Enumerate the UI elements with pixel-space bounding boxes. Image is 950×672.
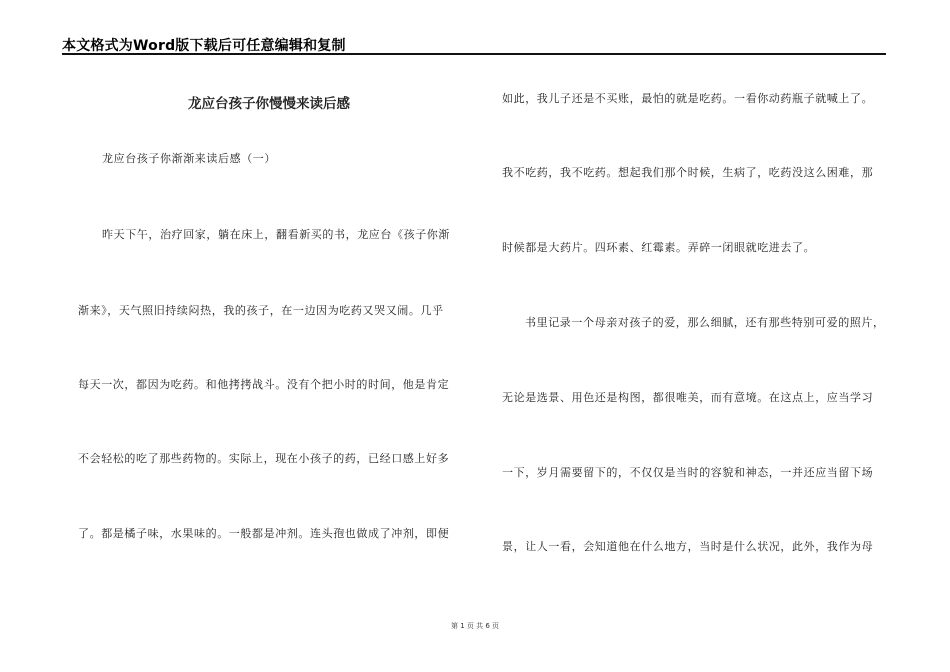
text-line: 了。都是橘子味，水果味的。一般都是冲剂。连头孢也做成了冲剂，即便 [78, 527, 450, 540]
header-rule [62, 53, 886, 55]
text-line: 每天一次，都因为吃药。和他拷拷战斗。没有个把小时的时间，他是肯定 [78, 378, 450, 391]
text-line: 如此，我儿子还是不买账，最怕的就是吃药。一看你动药瓶子就喊上了。 [502, 92, 874, 105]
text-line: 我不吃药，我不吃药。想起我们那个时候，生病了，吃药没这么困难，那 [502, 166, 874, 179]
text-line: 景，让人一看，会知道他在什么地方，当时是什么状况，此外，我作为母 [502, 540, 874, 553]
text-line: 时候都是大药片。四环素、红霉素。弄碎一闭眼就吃进去了。 [502, 241, 816, 254]
text-line: 昨天下午，治疗回家，躺在床上，翻看新买的书，龙应台《孩子你渐 [102, 228, 450, 241]
text-line: 龙应台孩子你渐渐来读后感（一） [102, 152, 276, 165]
text-line: 书里记录一个母亲对孩子的爱，那么细腻，还有那些特别可爱的照片， [525, 316, 885, 329]
text-line: 一下，岁月需要留下的，不仅仅是当时的容貌和神态，一并还应当留下场 [502, 466, 874, 479]
text-line: 无论是选景、用色还是构图，都很唯美，而有意境。在这点上，应当学习 [502, 391, 874, 404]
text-line: 渐来》，天气照旧持续闷热，我的孩子，在一边因为吃药又哭又闹。几乎 [78, 304, 444, 317]
text-line: 不会轻松的吃了那些药物的。实际上，现在小孩子的药，已经口感上好多 [78, 452, 450, 465]
page-number: 第 1 页 共 6 页 [450, 622, 500, 630]
document-banner: 本文格式为Word版下载后可任意编辑和复制 [62, 38, 346, 54]
article-title: 龙应台孩子你慢慢来读后感 [188, 96, 350, 112]
